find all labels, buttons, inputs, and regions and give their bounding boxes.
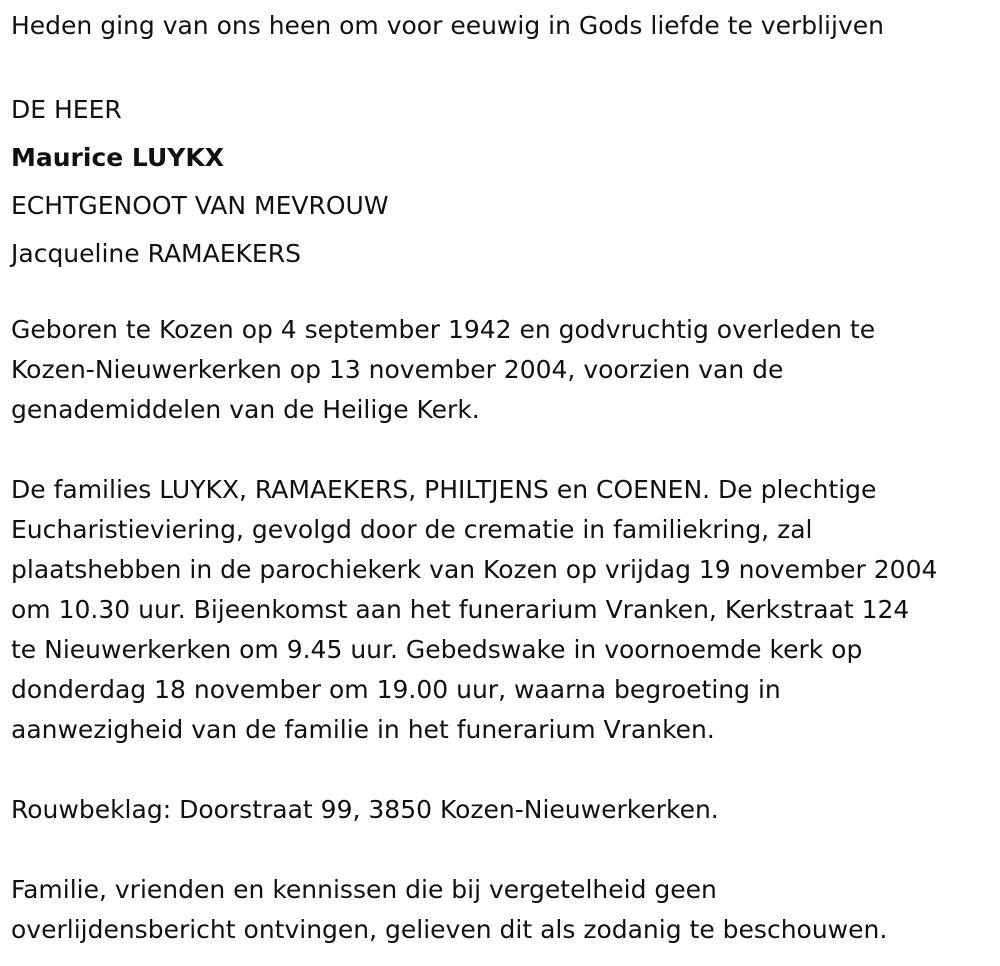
paragraph-line: Eucharistieviering, gevolgd door de crematie in familiekring, zal <box>11 515 813 544</box>
paragraph-line: donderdag 18 november om 19.00 uur, waarna begroeting in <box>11 675 781 704</box>
paragraph-line: genademiddelen van de Heilige Kerk. <box>11 395 480 424</box>
spacer <box>11 750 996 790</box>
spacer <box>11 278 996 310</box>
paragraph-line: overlijdensbericht ontvingen, gelieven dit als zodanig te beschouwen. <box>11 915 888 944</box>
intro-text: Heden ging van ons heen om voor eeuwig in Gods liefde te verblijven <box>11 11 884 40</box>
paragraph-line: plaatshebben in de parochiekerk van Kozen op vrijdag 19 november 2004 <box>11 555 938 584</box>
spacer <box>11 830 996 870</box>
paragraph-line: Geboren te Kozen op 4 september 1942 en godvruchtig overleden te <box>11 315 876 344</box>
spacer <box>11 46 996 86</box>
paragraph-line: te Nieuwerkerken om 9.45 uur. Gebedswake in voornoemde kerk op <box>11 635 863 664</box>
obituary-notice <box>11 0 996 950</box>
deceased-name: Maurice LUYKX <box>11 143 225 172</box>
spacer <box>11 430 996 470</box>
paragraph-line: aanwezigheid van de familie in het funerarium Vranken. <box>11 715 715 744</box>
paragraph-line: Kozen-Nieuwerkerken op 13 november 2004, voorzien van de <box>11 355 784 384</box>
spouse-label: ECHTGENOOT VAN MEVROUW <box>11 191 389 220</box>
condolence-address: Rouwbeklag: Doorstraat 99, 3850 Kozen-Nieuwerkerken. <box>11 795 719 824</box>
paragraph-line: om 10.30 uur. Bijeenkomst aan het funerarium Vranken, Kerkstraat 124 <box>11 595 910 624</box>
paragraph-line: De families LUYKX, RAMAEKERS, PHILTJENS en COENEN. De plechtige <box>11 475 877 504</box>
closing-paragraph <box>11 870 996 950</box>
spouse-name: Jacqueline RAMAEKERS <box>11 239 301 268</box>
family-paragraph <box>11 470 996 750</box>
title-line: DE HEER <box>11 95 122 124</box>
birth-paragraph <box>11 310 996 430</box>
paragraph-line: Familie, vrienden en kennissen die bij vergetelheid geen <box>11 875 717 904</box>
